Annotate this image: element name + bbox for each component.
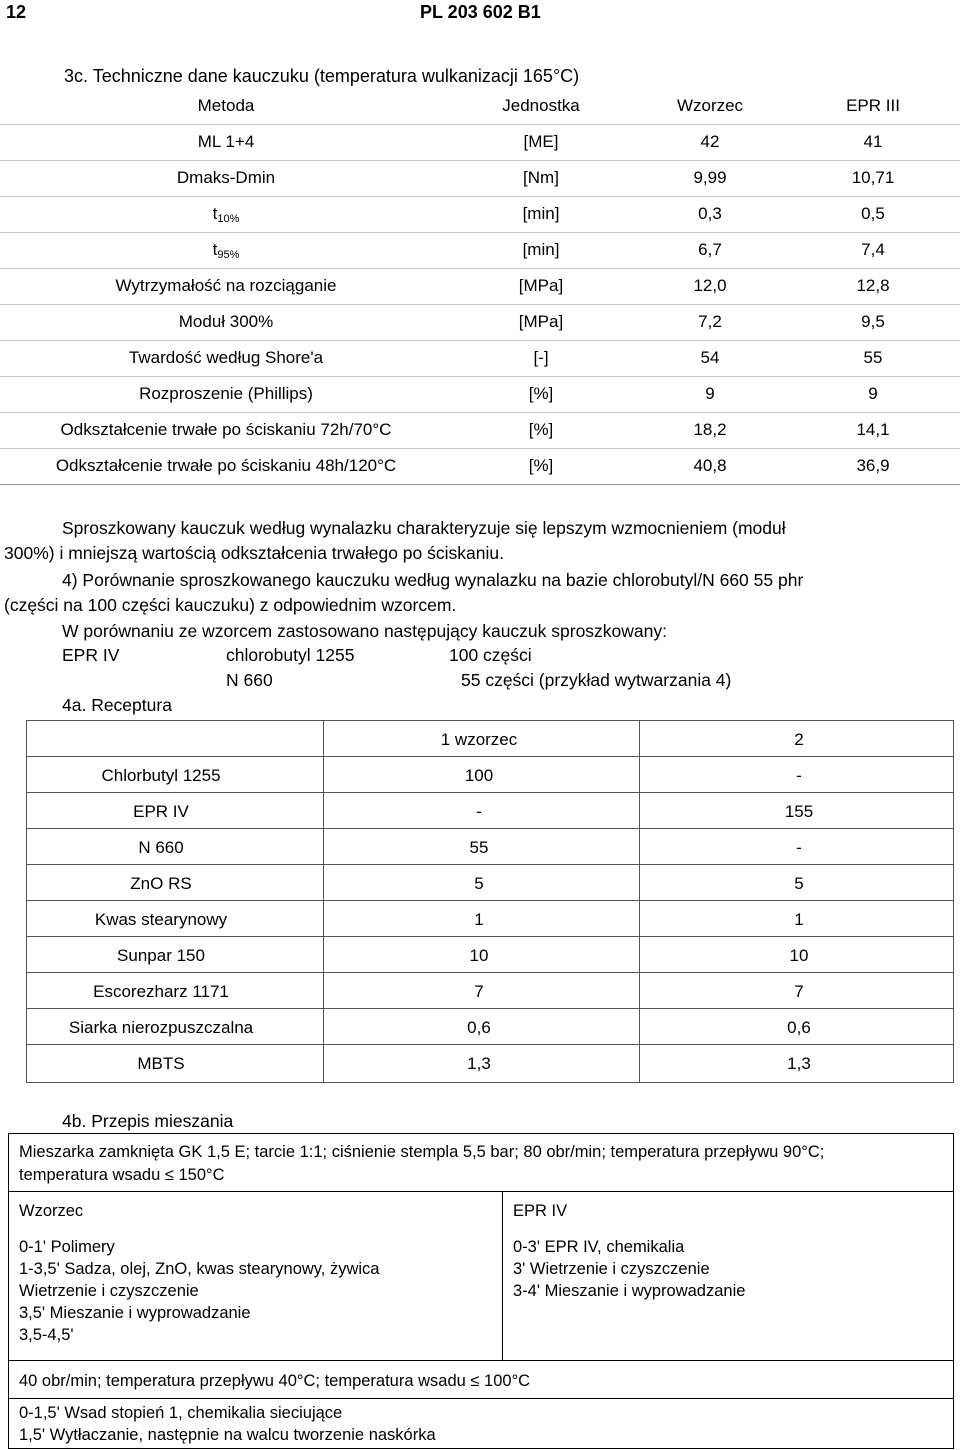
wzorzec-cell: 9 xyxy=(705,384,715,403)
receptura-table xyxy=(26,720,954,1083)
method-cell xyxy=(139,384,313,404)
epr-component-1: chlorobutyl 1255 xyxy=(226,645,355,665)
method-text: ML 1+4 xyxy=(197,132,255,151)
column-divider xyxy=(502,1191,503,1360)
left-column-title: Wzorzec xyxy=(19,1202,84,1220)
wzorzec-cell: 42 xyxy=(700,132,720,151)
paragraph-1-line-1: Sproszkowany kauczuk według wynalazku charakteryzuje się lepszym wzmocnieniem (moduł xyxy=(62,518,786,538)
epr-cell: 12,8 xyxy=(856,276,890,295)
epr-cell: 9,5 xyxy=(861,312,885,331)
epr-cell: 10,71 xyxy=(851,168,895,187)
method-cell xyxy=(61,420,392,440)
wzorzec-cell: 100 xyxy=(464,766,494,785)
wzorzec-cell: 54 xyxy=(700,348,720,367)
mixer-spec-line-1: Mieszarka zamknięta GK 1,5 E; tarcie 1:1; ciśnienie stempla 5,5 bar; 80 obr/min; temperatura przepływu 90°C; xyxy=(19,1143,825,1161)
table-header-row xyxy=(27,720,953,757)
unit-cell: [min] xyxy=(522,204,560,223)
table-row xyxy=(27,936,953,973)
right-step: 3' Wietrzenie i czyszczenie xyxy=(513,1260,710,1278)
epr-cell: 41 xyxy=(863,132,883,151)
table-row xyxy=(0,448,960,485)
epr-amount-1: 100 części xyxy=(449,645,532,665)
wzorzec-cell: 9,99 xyxy=(693,168,727,187)
divider xyxy=(9,1360,953,1361)
value-2-cell: 155 xyxy=(784,802,814,821)
column-header-wzorzec: Wzorzec xyxy=(676,96,744,115)
paragraph-3-line-1: W porównaniu ze wzorcem zastosowano następujący kauczuk sproszkowany: xyxy=(62,621,668,641)
wzorzec-cell: 10 xyxy=(469,946,489,965)
wzorzec-cell: 40,8 xyxy=(693,456,727,475)
method-cell xyxy=(198,132,255,152)
epr-cell: 14,1 xyxy=(856,420,890,439)
table-row xyxy=(27,864,953,901)
epr-cell: 36,9 xyxy=(856,456,890,475)
mixer-spec-line-2: temperatura wsadu ≤ 150°C xyxy=(19,1166,225,1184)
unit-cell: [Nm] xyxy=(523,168,559,187)
wzorzec-cell: 0,3 xyxy=(698,204,722,223)
unit-cell: [%] xyxy=(528,456,554,475)
method-text: t xyxy=(212,240,218,259)
table-row xyxy=(0,160,960,197)
ingredient-cell: MBTS xyxy=(137,1054,185,1073)
table-row xyxy=(0,340,960,377)
value-2-cell: 10 xyxy=(789,946,809,965)
ingredient-cell: Escorezharz 1171 xyxy=(93,982,229,1001)
value-2-cell: - xyxy=(796,838,802,857)
method-subscript: 10% xyxy=(217,213,240,225)
ingredient-cell: Chlorbutyl 1255 xyxy=(101,766,221,785)
method-text: Twardość według Shore'a xyxy=(128,348,324,367)
epr-cell: 9 xyxy=(868,384,878,403)
table-header-row xyxy=(0,88,960,125)
paragraph-2-line-2: (części na 100 części kauczuku) z odpowiednim wzorcem. xyxy=(4,595,457,615)
wzorzec-cell: 6,7 xyxy=(698,240,722,259)
value-2-cell: 1,3 xyxy=(787,1054,811,1073)
method-cell xyxy=(177,168,275,188)
paragraph-1-line-2: 300%) i mniejszą wartością odkształcenia trwałego po ściskaniu. xyxy=(4,543,504,563)
column-header-unit: Jednostka xyxy=(502,96,580,115)
wzorzec-cell: 1 xyxy=(474,910,484,929)
unit-cell: [MPa] xyxy=(518,312,564,331)
method-cell xyxy=(213,204,240,225)
method-cell xyxy=(116,276,337,296)
wzorzec-cell: 7,2 xyxy=(698,312,722,331)
wzorzec-cell: 7 xyxy=(474,982,484,1001)
right-column-title: EPR IV xyxy=(513,1202,568,1220)
right-step: 3-4' Mieszanie i wyprowadzanie xyxy=(513,1282,746,1300)
final-step: 0-1,5' Wsad stopień 1, chemikalia sieciujące xyxy=(19,1404,343,1422)
mixing-procedure-box xyxy=(8,1133,954,1449)
epr-cell: 0,5 xyxy=(861,204,885,223)
section-4b-title: 4b. Przepis mieszania xyxy=(62,1111,234,1131)
epr-component-2: N 660 xyxy=(226,670,273,690)
table-row xyxy=(0,304,960,341)
value-2-cell: 1 xyxy=(794,910,804,929)
epr-amount-2: 55 części (przykład wytwarzania 4) xyxy=(461,670,732,690)
method-subscript: 95% xyxy=(217,249,240,261)
wzorzec-cell: 0,6 xyxy=(467,1018,491,1037)
paragraph-2-line-1: 4) Porównanie sproszkowanego kauczuku według wynalazku na bazie chlorobutyl/N 660 55 phr xyxy=(62,570,804,590)
wzorzec-cell: 12,0 xyxy=(693,276,727,295)
wzorzec-cell: 1,3 xyxy=(467,1054,491,1073)
left-step: 1-3,5' Sadza, olej, ZnO, kwas stearynowy, żywica xyxy=(19,1260,380,1278)
unit-cell: [ME] xyxy=(523,132,559,151)
section-3c-title: 3c. Techniczne dane kauczuku (temperatura wulkanizacji 165°C) xyxy=(64,66,580,86)
unit-cell: [-] xyxy=(533,348,549,367)
unit-cell: [%] xyxy=(528,384,554,403)
table-row xyxy=(0,412,960,449)
table-row xyxy=(0,268,960,305)
divider xyxy=(9,1191,953,1192)
method-cell xyxy=(56,456,396,476)
second-mixer-spec: 40 obr/min; temperatura przepływu 40°C; temperatura wsadu ≤ 100°C xyxy=(19,1372,531,1390)
column-header-2: 2 xyxy=(794,730,804,749)
method-text: Dmaks-Dmin xyxy=(176,168,276,187)
unit-cell: [MPa] xyxy=(518,276,564,295)
table-row xyxy=(27,900,953,937)
unit-cell: [%] xyxy=(528,420,554,439)
left-step: Wietrzenie i czyszczenie xyxy=(19,1282,199,1300)
wzorzec-cell: 55 xyxy=(469,838,489,857)
method-text: Odkształcenie trwałe po ściskaniu 72h/70°C xyxy=(60,420,392,439)
method-text: Wytrzymałość na rozciąganie xyxy=(115,276,337,295)
method-text: t xyxy=(212,204,218,223)
ingredient-cell: Siarka nierozpuszczalna xyxy=(68,1018,254,1037)
wzorzec-cell: 18,2 xyxy=(693,420,727,439)
method-cell xyxy=(213,240,240,261)
method-cell xyxy=(179,312,274,332)
table-row xyxy=(27,972,953,1009)
table-row xyxy=(0,196,960,233)
epr-cell: 7,4 xyxy=(861,240,885,259)
table-row xyxy=(0,124,960,161)
table-row xyxy=(27,792,953,829)
method-text: Odkształcenie trwałe po ściskaniu 48h/120°C xyxy=(55,456,397,475)
column-header-epr: EPR III xyxy=(846,96,900,115)
wzorzec-cell: - xyxy=(476,802,482,821)
ingredient-cell: EPR IV xyxy=(133,802,189,821)
ingredient-cell: Sunpar 150 xyxy=(117,946,205,965)
ingredient-cell: Kwas stearynowy xyxy=(94,910,228,929)
wzorzec-cell: 5 xyxy=(474,874,484,893)
left-step: 0-1' Polimery xyxy=(19,1238,115,1256)
column-header-method: Metoda xyxy=(197,96,255,115)
left-step: 3,5' Mieszanie i wyprowadzanie xyxy=(19,1304,251,1322)
table-row xyxy=(0,376,960,413)
method-cell xyxy=(129,348,323,368)
table-row xyxy=(27,1008,953,1045)
epr-label: EPR IV xyxy=(62,645,120,665)
value-2-cell: 7 xyxy=(794,982,804,1001)
ingredient-cell: N 660 xyxy=(138,838,184,857)
table-row xyxy=(27,1044,953,1081)
unit-cell: [min] xyxy=(522,240,560,259)
section-4a-title: 4a. Receptura xyxy=(62,695,172,715)
final-step: 1,5' Wytłaczanie, następnie na walcu tworzenie naskórka xyxy=(19,1426,436,1444)
table-row xyxy=(27,756,953,793)
left-step: 3,5-4,5' xyxy=(19,1326,74,1344)
value-2-cell: 5 xyxy=(794,874,804,893)
right-step: 0-3' EPR IV, chemikalia xyxy=(513,1238,685,1256)
value-2-cell: 0,6 xyxy=(787,1018,811,1037)
column-header-wzorzec: 1 wzorzec xyxy=(440,730,518,749)
ingredient-cell: ZnO RS xyxy=(130,874,192,893)
table-row xyxy=(0,232,960,269)
epr-cell: 55 xyxy=(863,348,883,367)
value-2-cell: - xyxy=(796,766,802,785)
page-number: 12 xyxy=(6,2,27,22)
patent-id: PL 203 602 B1 xyxy=(420,2,541,22)
method-text: Moduł 300% xyxy=(178,312,274,331)
divider xyxy=(9,1398,953,1399)
table-row xyxy=(27,828,953,865)
method-text: Rozproszenie (Phillips) xyxy=(139,384,313,403)
